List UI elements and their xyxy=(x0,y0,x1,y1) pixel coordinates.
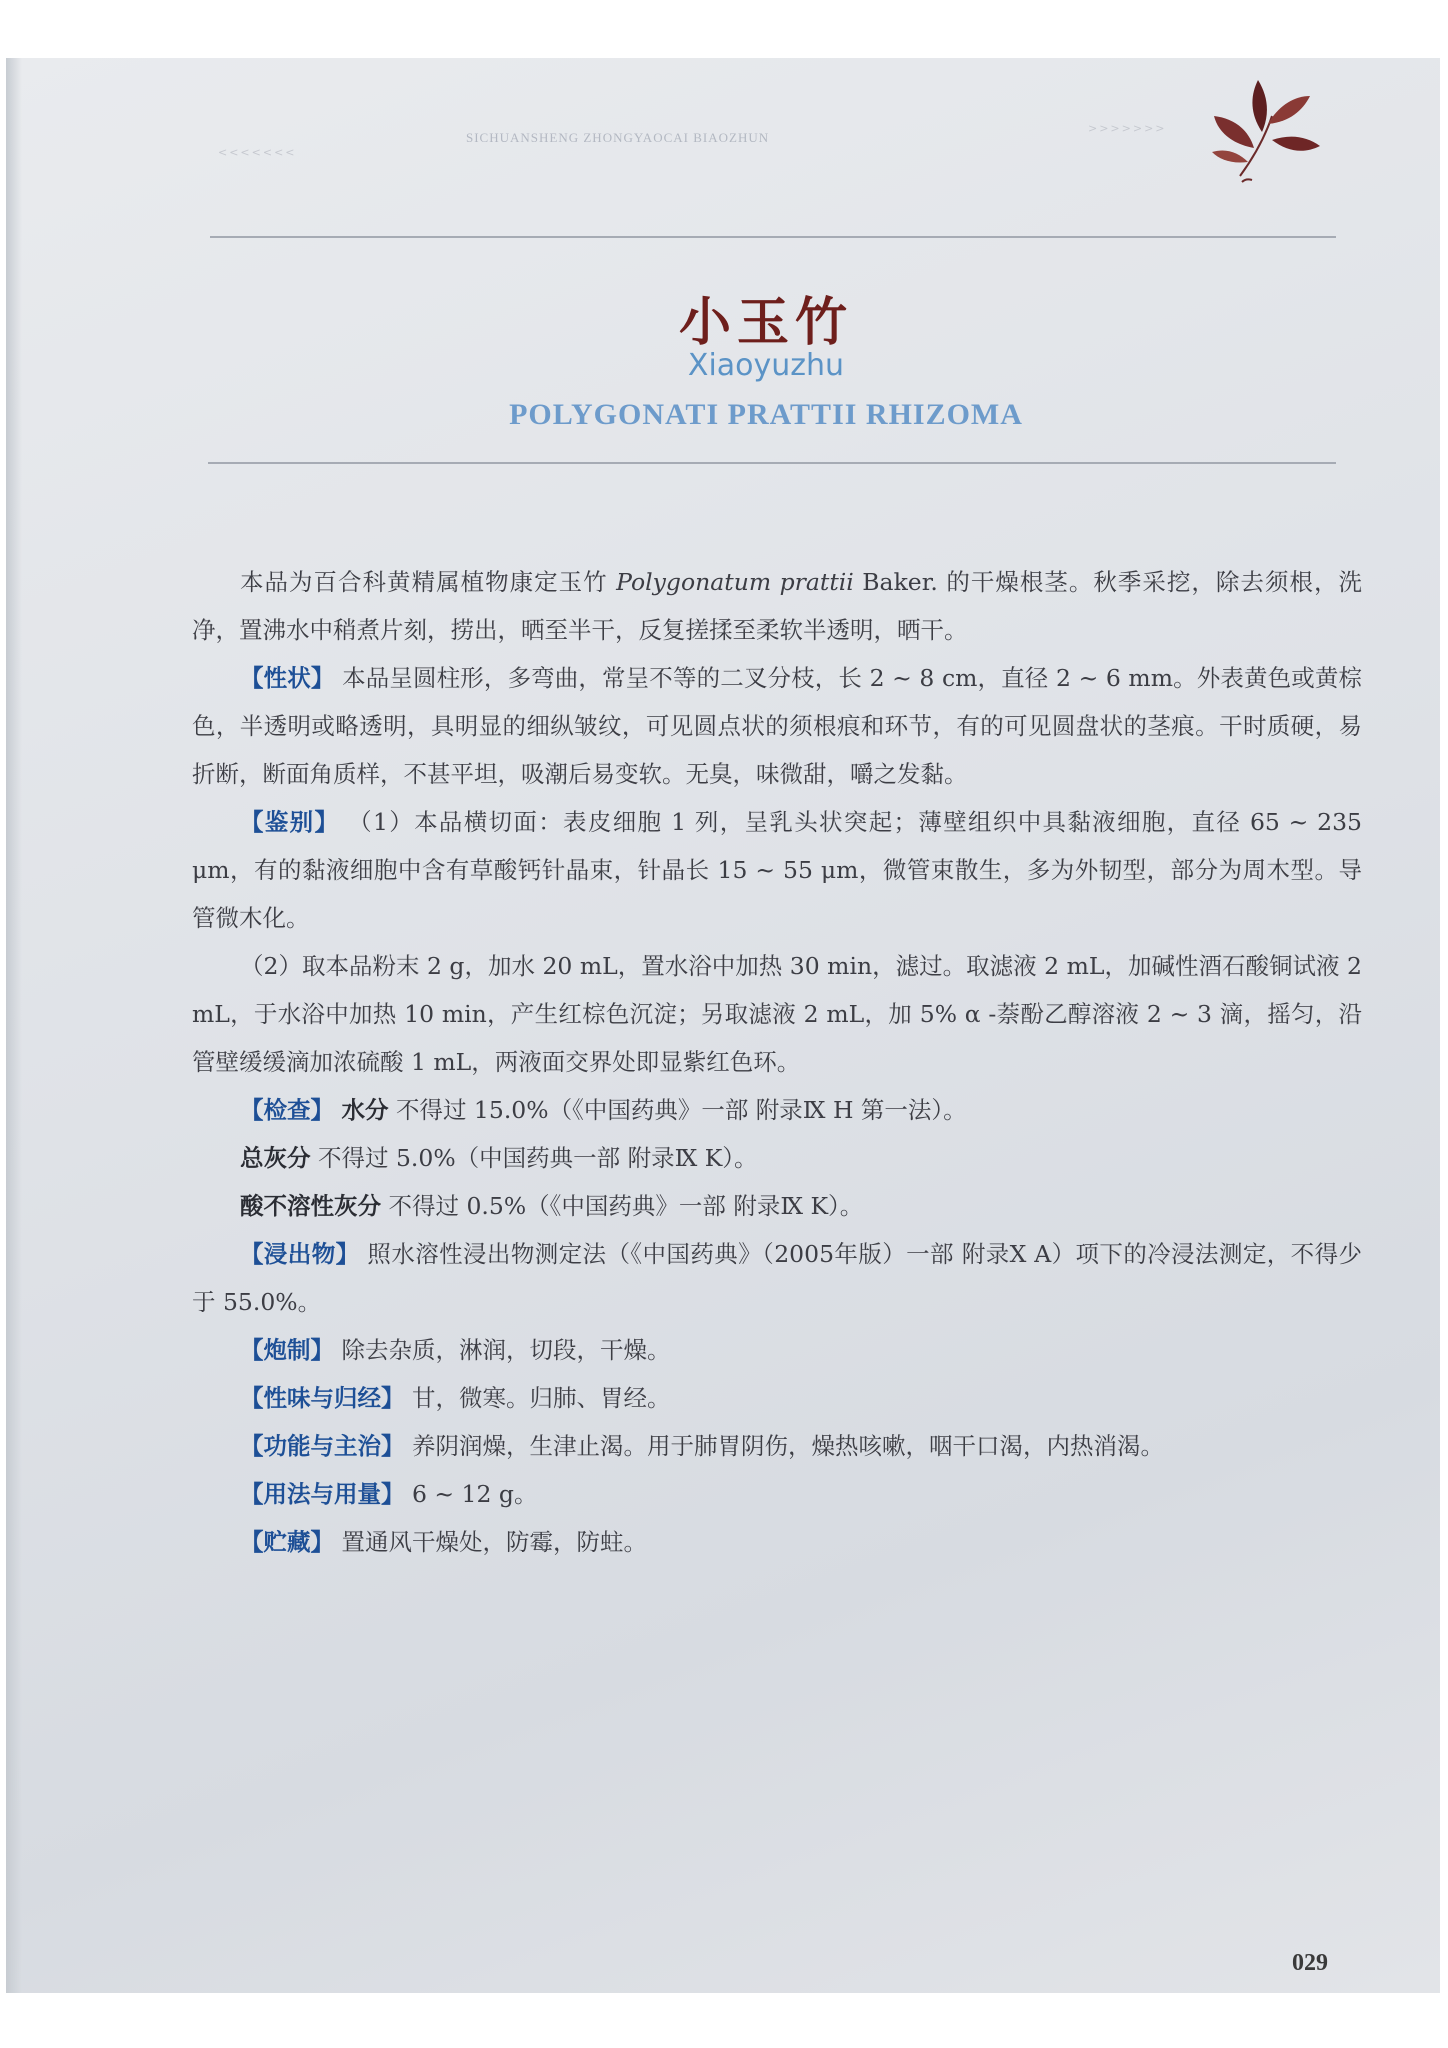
section-text: 6 ~ 12 g。 xyxy=(404,1480,538,1508)
intro-text: 本品为百合科黄精属植物康定玉竹 xyxy=(240,568,617,596)
section-tag: 【鉴别】 xyxy=(240,808,340,836)
section-yongfa xyxy=(192,1470,1362,1518)
section-tag: 【性状】 xyxy=(240,664,335,692)
section-text: 除去杂质，淋润，切段，干燥。 xyxy=(334,1336,671,1364)
section-jinchuwu xyxy=(192,1230,1362,1326)
section-zhucang xyxy=(192,1518,1362,1566)
water-text: 不得过 15.0%（《中国药典》一部 附录Ⅸ H 第一法）。 xyxy=(388,1096,967,1124)
section-xingwei xyxy=(192,1374,1362,1422)
section-tag: 【性味与归经】 xyxy=(240,1384,405,1412)
intro-text-cont: Baker. 的干燥根茎。秋季采挖，除去须根，洗净，置沸水中稍煮片刻，捞出，晒至半干，反复搓揉至柔软半透明，晒干。 xyxy=(192,568,1362,644)
leaf-sprig-icon xyxy=(1192,66,1332,186)
section-paozhi xyxy=(192,1326,1362,1374)
total-ash-line xyxy=(192,1134,1362,1182)
title-chinese: 小玉竹 xyxy=(678,292,853,353)
acid-ash-label: 酸不溶性灰分 xyxy=(240,1192,381,1220)
section-text: 本品呈圆柱形，多弯曲，常呈不等的二叉分枝，长 2 ~ 8 cm，直径 2 ~ 6 mm。外表黄色或黄棕色，半透明或略透明，具明显的细纵皱纹，可见圆点状的须根痕和环节，有的可见圆盘状的茎痕。干时质硬，易折断，断面角质样，不甚平坦，吸潮后易变软。无臭，味微甜，嚼之发黏。 xyxy=(192,664,1363,788)
section-text: 养阴润燥，生津止渴。用于肺胃阴伤，燥热咳嗽，咽干口渴，内热消渴。 xyxy=(404,1432,1164,1460)
section-tag: 【检查】 xyxy=(240,1096,334,1124)
section-jianbie-2 xyxy=(192,942,1362,1086)
section-xingzhuang xyxy=(192,654,1362,798)
section-jiancha xyxy=(192,1086,1362,1134)
section-text: 甘，微寒。归肺、胃经。 xyxy=(404,1384,671,1412)
section-tag: 【炮制】 xyxy=(240,1336,334,1364)
monograph-body xyxy=(192,558,1362,1566)
ash-text: 不得过 5.0%（中国药典一部 附录Ⅸ K）。 xyxy=(310,1144,758,1172)
section-gongneng xyxy=(192,1422,1362,1470)
species-name: Polygonatum prattii xyxy=(616,568,854,596)
section-tag: 【功能与主治】 xyxy=(240,1432,405,1460)
page-number: 029 xyxy=(1292,1950,1328,1976)
section-tag: 【用法与用量】 xyxy=(240,1480,405,1508)
section-text: 置通风干燥处，防霉，防蛀。 xyxy=(334,1528,647,1556)
running-head: SICHUANSHENG ZHONGYAOCAI BIAOZHUN xyxy=(466,130,770,145)
title-latin: POLYGONATI PRATTII RHIZOMA xyxy=(509,398,1023,431)
ash-label: 总灰分 xyxy=(240,1144,311,1172)
section-tag: 【贮藏】 xyxy=(240,1528,334,1556)
acid-ash-text: 不得过 0.5%（《中国药典》一部 附录Ⅸ K）。 xyxy=(381,1192,864,1220)
section-text: （1）本品横切面：表皮细胞 1 列，呈乳头状突起；薄壁组织中具黏液细胞，直径 65 ~ 235 μm，有的黏液细胞中含有草酸钙针晶束，针晶长 15 ~ 55 μm，微管束散生，多为外韧型，部分为周木型。导管微木化。 xyxy=(192,808,1363,932)
header-rule xyxy=(210,236,1336,238)
acid-ash-line xyxy=(192,1182,1362,1230)
title-rule xyxy=(208,462,1336,464)
decorative-dots-right: >>>>>>> xyxy=(1088,122,1167,135)
intro-paragraph xyxy=(192,558,1362,654)
title-pinyin: Xiaoyuzhu xyxy=(687,348,845,383)
section-tag: 【浸出物】 xyxy=(240,1240,360,1268)
book-page xyxy=(6,58,1440,1993)
water-label: 水分 xyxy=(341,1096,389,1124)
section-text: （2）取本品粉末 2 g，加水 20 mL，置水浴中加热 30 min，滤过。取滤液 2 mL，加碱性酒石酸铜试液 2 mL，于水浴中加热 10 min，产生红棕色沉淀；另取滤液 2 mL，加 5% α -萘酚乙醇溶液 2 ~ 3 滴，摇匀，沿管壁缓缓滴加浓硫酸 1 mL，两液面交界处即显紫红色环。 xyxy=(192,952,1362,1076)
section-jianbie xyxy=(192,798,1362,942)
decorative-dots-left: <<<<<<< xyxy=(218,146,297,159)
section-text: 照水溶性浸出物测定法（《中国药典》（2005年版）一部 附录X A）项下的冷浸法测定，不得少于 55.0%。 xyxy=(192,1240,1362,1316)
